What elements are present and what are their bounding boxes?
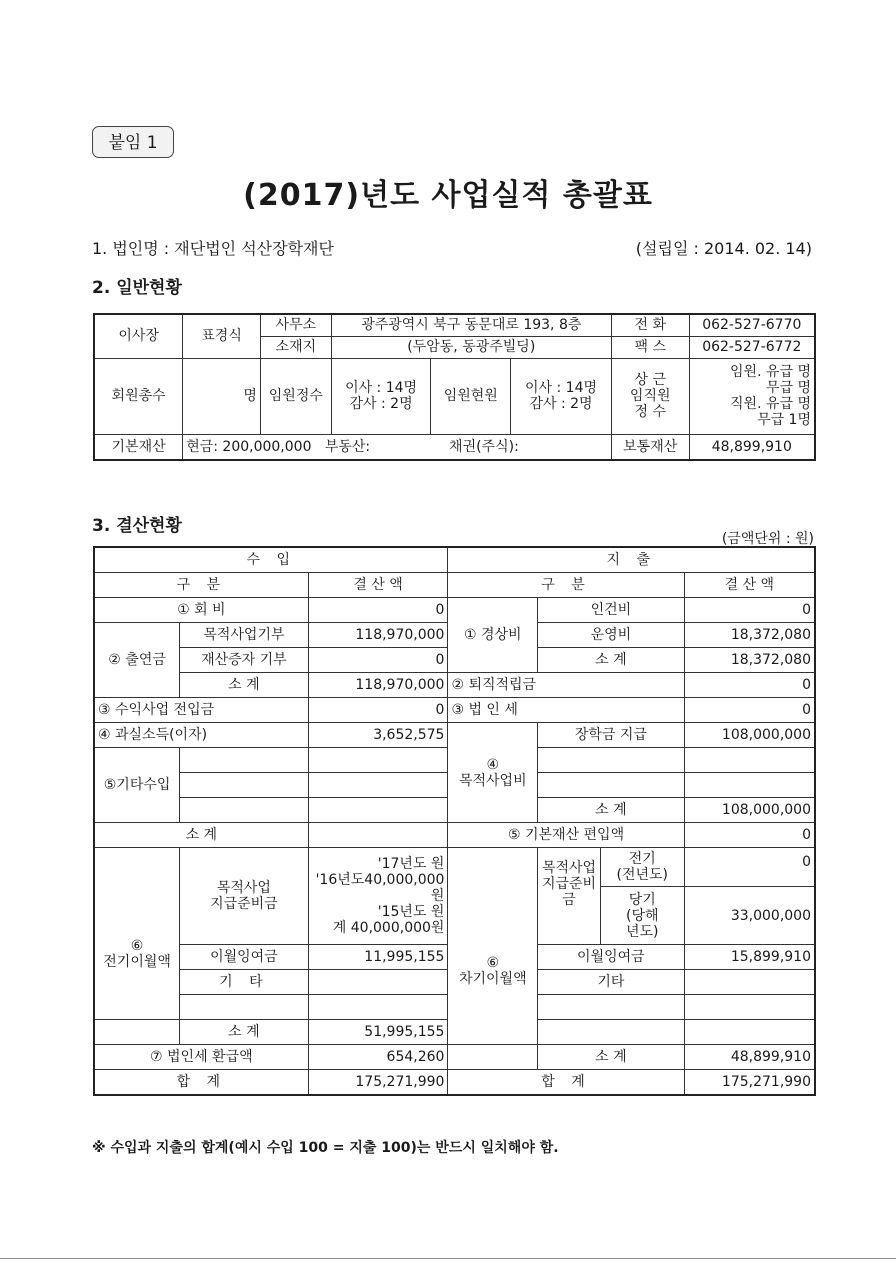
- income-contribution: ② 출연금: [94, 623, 180, 698]
- income-carryover-subtotal-value: 51,995,155: [308, 1020, 448, 1045]
- income-other-subtotal: 소 계: [94, 823, 308, 848]
- expense-purpose: ④ 목적사업비: [448, 723, 538, 823]
- income-total-label: 합 계: [94, 1070, 308, 1096]
- staff-values: 임원. 유급 명 무급 명 직원. 유급 명 무급 1명: [689, 358, 815, 434]
- income-total-value: 175,271,990: [308, 1070, 448, 1096]
- expense-carryover-subtotal: 소 계: [538, 1045, 685, 1070]
- expense-operating-subtotal: 소 계: [538, 648, 685, 673]
- footnote: ※ 수입과 지출의 합계(예시 수입 100 = 지출 100)는 반드시 일치해야 함.: [92, 1140, 559, 1156]
- settlement-heading: 3. 결산현황: [92, 516, 182, 536]
- income-other-blank3: [180, 798, 309, 823]
- normal-asset-label: 보통재산: [611, 434, 689, 460]
- corporation-name: 1. 법인명 : 재단법인 석산장학재단: [92, 239, 334, 258]
- phone-value: 062-527-6770: [689, 314, 815, 336]
- income-carryover-subtotal: 소 계: [180, 1020, 309, 1045]
- officer-current: 이사 : 14명 감사 : 2명: [511, 358, 612, 434]
- expense-retirement: ② 퇴직적립금: [448, 673, 684, 698]
- expense-previous-year: 전기 (전년도): [600, 848, 684, 887]
- basic-asset-label: 기본재산: [94, 434, 183, 460]
- income-surplus: 이월잉여금: [180, 945, 309, 970]
- expense-total-label: 합 계: [448, 1070, 684, 1096]
- establishment-date: (설립일 : 2014. 02. 14): [635, 239, 812, 258]
- expense-purpose-blank1: [538, 748, 685, 773]
- expense-carryover-blank1-value: [684, 995, 815, 1020]
- income-other-blank1-value: [308, 748, 448, 773]
- income-tax-refund: ⑦ 법인세 환급액: [94, 1045, 308, 1070]
- expense-header: 지 출: [448, 547, 815, 573]
- expense-carryover-subtotal-value: 48,899,910: [684, 1045, 815, 1070]
- fax-value: 062-527-6772: [689, 336, 815, 358]
- location-label: 소재지: [260, 336, 331, 358]
- expense-etc-value: [684, 970, 815, 995]
- expense-current-year-value: 33,000,000: [684, 887, 815, 945]
- income-etc-value: [308, 970, 448, 995]
- expense-purpose-blank1-value: [684, 748, 815, 773]
- expense-amount-header: 결 산 액: [684, 573, 815, 598]
- income-dues: ① 회 비: [94, 598, 308, 623]
- expense-purpose-blank2: [538, 773, 685, 798]
- income-asset-donation-value: 0: [308, 648, 448, 673]
- income-interest-value: 3,652,575: [308, 723, 448, 748]
- expense-etc: 기타: [538, 970, 685, 995]
- income-carryover-blank-value: [308, 995, 448, 1020]
- income-purpose-donation-value: 118,970,000: [308, 623, 448, 648]
- expense-operating: ① 경상비: [448, 598, 538, 673]
- income-amount-header: 결 산 액: [308, 573, 448, 598]
- staff-label: 상 근 임직원 정 수: [611, 358, 689, 434]
- expense-purpose-subtotal-value: 108,000,000: [684, 798, 815, 823]
- income-etc: 기 타: [180, 970, 309, 995]
- officer-current-label: 임원현원: [431, 358, 511, 434]
- expense-operating-subtotal-value: 18,372,080: [684, 648, 815, 673]
- chairman-label: 이사장: [94, 314, 183, 358]
- income-other: ⑤기타수입: [94, 748, 180, 823]
- expense-carryover: ⑥ 차기이월액: [448, 848, 538, 1045]
- expense-category-header: 구 분: [448, 573, 684, 598]
- bottom-divider: [0, 1258, 896, 1259]
- expense-reserve: 목적사업 지급준비 금: [538, 848, 601, 945]
- expense-current-year: 당기 (당해 년도): [600, 887, 684, 945]
- fax-label: 팩 스: [611, 336, 689, 358]
- expense-surplus: 이월잉여금: [538, 945, 685, 970]
- income-contribution-subtotal-value: 118,970,000: [308, 673, 448, 698]
- settlement-table: [93, 546, 816, 1096]
- expense-corporate-tax-value: 0: [684, 698, 815, 723]
- expense-personnel-value: 0: [684, 598, 815, 623]
- income-business-transfer-value: 0: [308, 698, 448, 723]
- income-dues-value: 0: [308, 598, 448, 623]
- expense-purpose-subtotal: 소 계: [538, 798, 685, 823]
- income-carryover-blank: [180, 995, 309, 1020]
- expense-retirement-value: 0: [684, 673, 815, 698]
- expense-basic-asset: ⑤ 기본재산 편입액: [448, 823, 684, 848]
- income-other-blank1: [180, 748, 309, 773]
- general-status-heading: 2. 일반현황: [92, 278, 182, 298]
- expense-scholarship-value: 108,000,000: [684, 723, 815, 748]
- office-label: 사무소: [260, 314, 331, 336]
- income-contribution-subtotal: 소 계: [180, 673, 309, 698]
- expense-operation-value: 18,372,080: [684, 623, 815, 648]
- income-interest: ④ 과실소득(이자): [94, 723, 308, 748]
- expense-basic-asset-value: 0: [684, 823, 815, 848]
- expense-purpose-blank2-value: [684, 773, 815, 798]
- address-line1: 광주광역시 북구 동문대로 193, 8층: [331, 314, 611, 336]
- income-carryover: ⑥ 전기이월액: [94, 848, 180, 1020]
- income-tax-refund-value: 654,260: [308, 1045, 448, 1070]
- phone-label: 전 화: [611, 314, 689, 336]
- members-label: 회원총수: [94, 358, 183, 434]
- expense-carryover-blank2: [538, 1020, 685, 1045]
- address-line2: (두암동, 동광주빌딩): [331, 336, 611, 358]
- members-value: 명: [183, 358, 261, 434]
- normal-asset-value: 48,899,910: [689, 434, 815, 460]
- page-title: (2017)년도 사업실적 총괄표: [243, 178, 653, 213]
- income-asset-donation: 재산증자 기부: [180, 648, 309, 673]
- income-business-transfer: ③ 수익사업 전입금: [94, 698, 308, 723]
- income-reserve: 목적사업 지급준비금: [180, 848, 309, 945]
- chairman-name: 표경식: [183, 314, 261, 358]
- officer-quota-label: 임원정수: [260, 358, 331, 434]
- expense-carryover-blank1: [538, 995, 685, 1020]
- income-other-blank2: [180, 773, 309, 798]
- income-reserve-years: '17년도 원 '16년도40,000,000원 '15년도 원 계 40,000,000원: [308, 848, 448, 945]
- income-surplus-value: 11,995,155: [308, 945, 448, 970]
- amount-unit: (금액단위 : 원): [721, 531, 814, 547]
- income-header: 수 입: [94, 547, 448, 573]
- expense-surplus-value: 15,899,910: [684, 945, 815, 970]
- officer-quota: 이사 : 14명 감사 : 2명: [331, 358, 431, 434]
- income-other-blank2-value: [308, 773, 448, 798]
- expense-personnel: 인건비: [538, 598, 685, 623]
- expense-corporate-tax: ③ 법 인 세: [448, 698, 684, 723]
- income-purpose-donation: 목적사업기부: [180, 623, 309, 648]
- basic-asset-values: 현금: 200,000,000 부동산: 채권(주식):: [183, 434, 612, 460]
- income-other-subtotal-value: [308, 823, 448, 848]
- expense-total-value: 175,271,990: [684, 1070, 815, 1096]
- expense-previous-year-value: 0: [684, 848, 815, 887]
- general-status-table: [93, 313, 816, 461]
- attachment-badge: 붙임 1: [92, 126, 174, 158]
- expense-operation: 운영비: [538, 623, 685, 648]
- income-other-blank3-value: [308, 798, 448, 823]
- expense-carryover-blank2-value: [684, 1020, 815, 1045]
- income-category-header: 구 분: [94, 573, 308, 598]
- expense-scholarship: 장학금 지급: [538, 723, 685, 748]
